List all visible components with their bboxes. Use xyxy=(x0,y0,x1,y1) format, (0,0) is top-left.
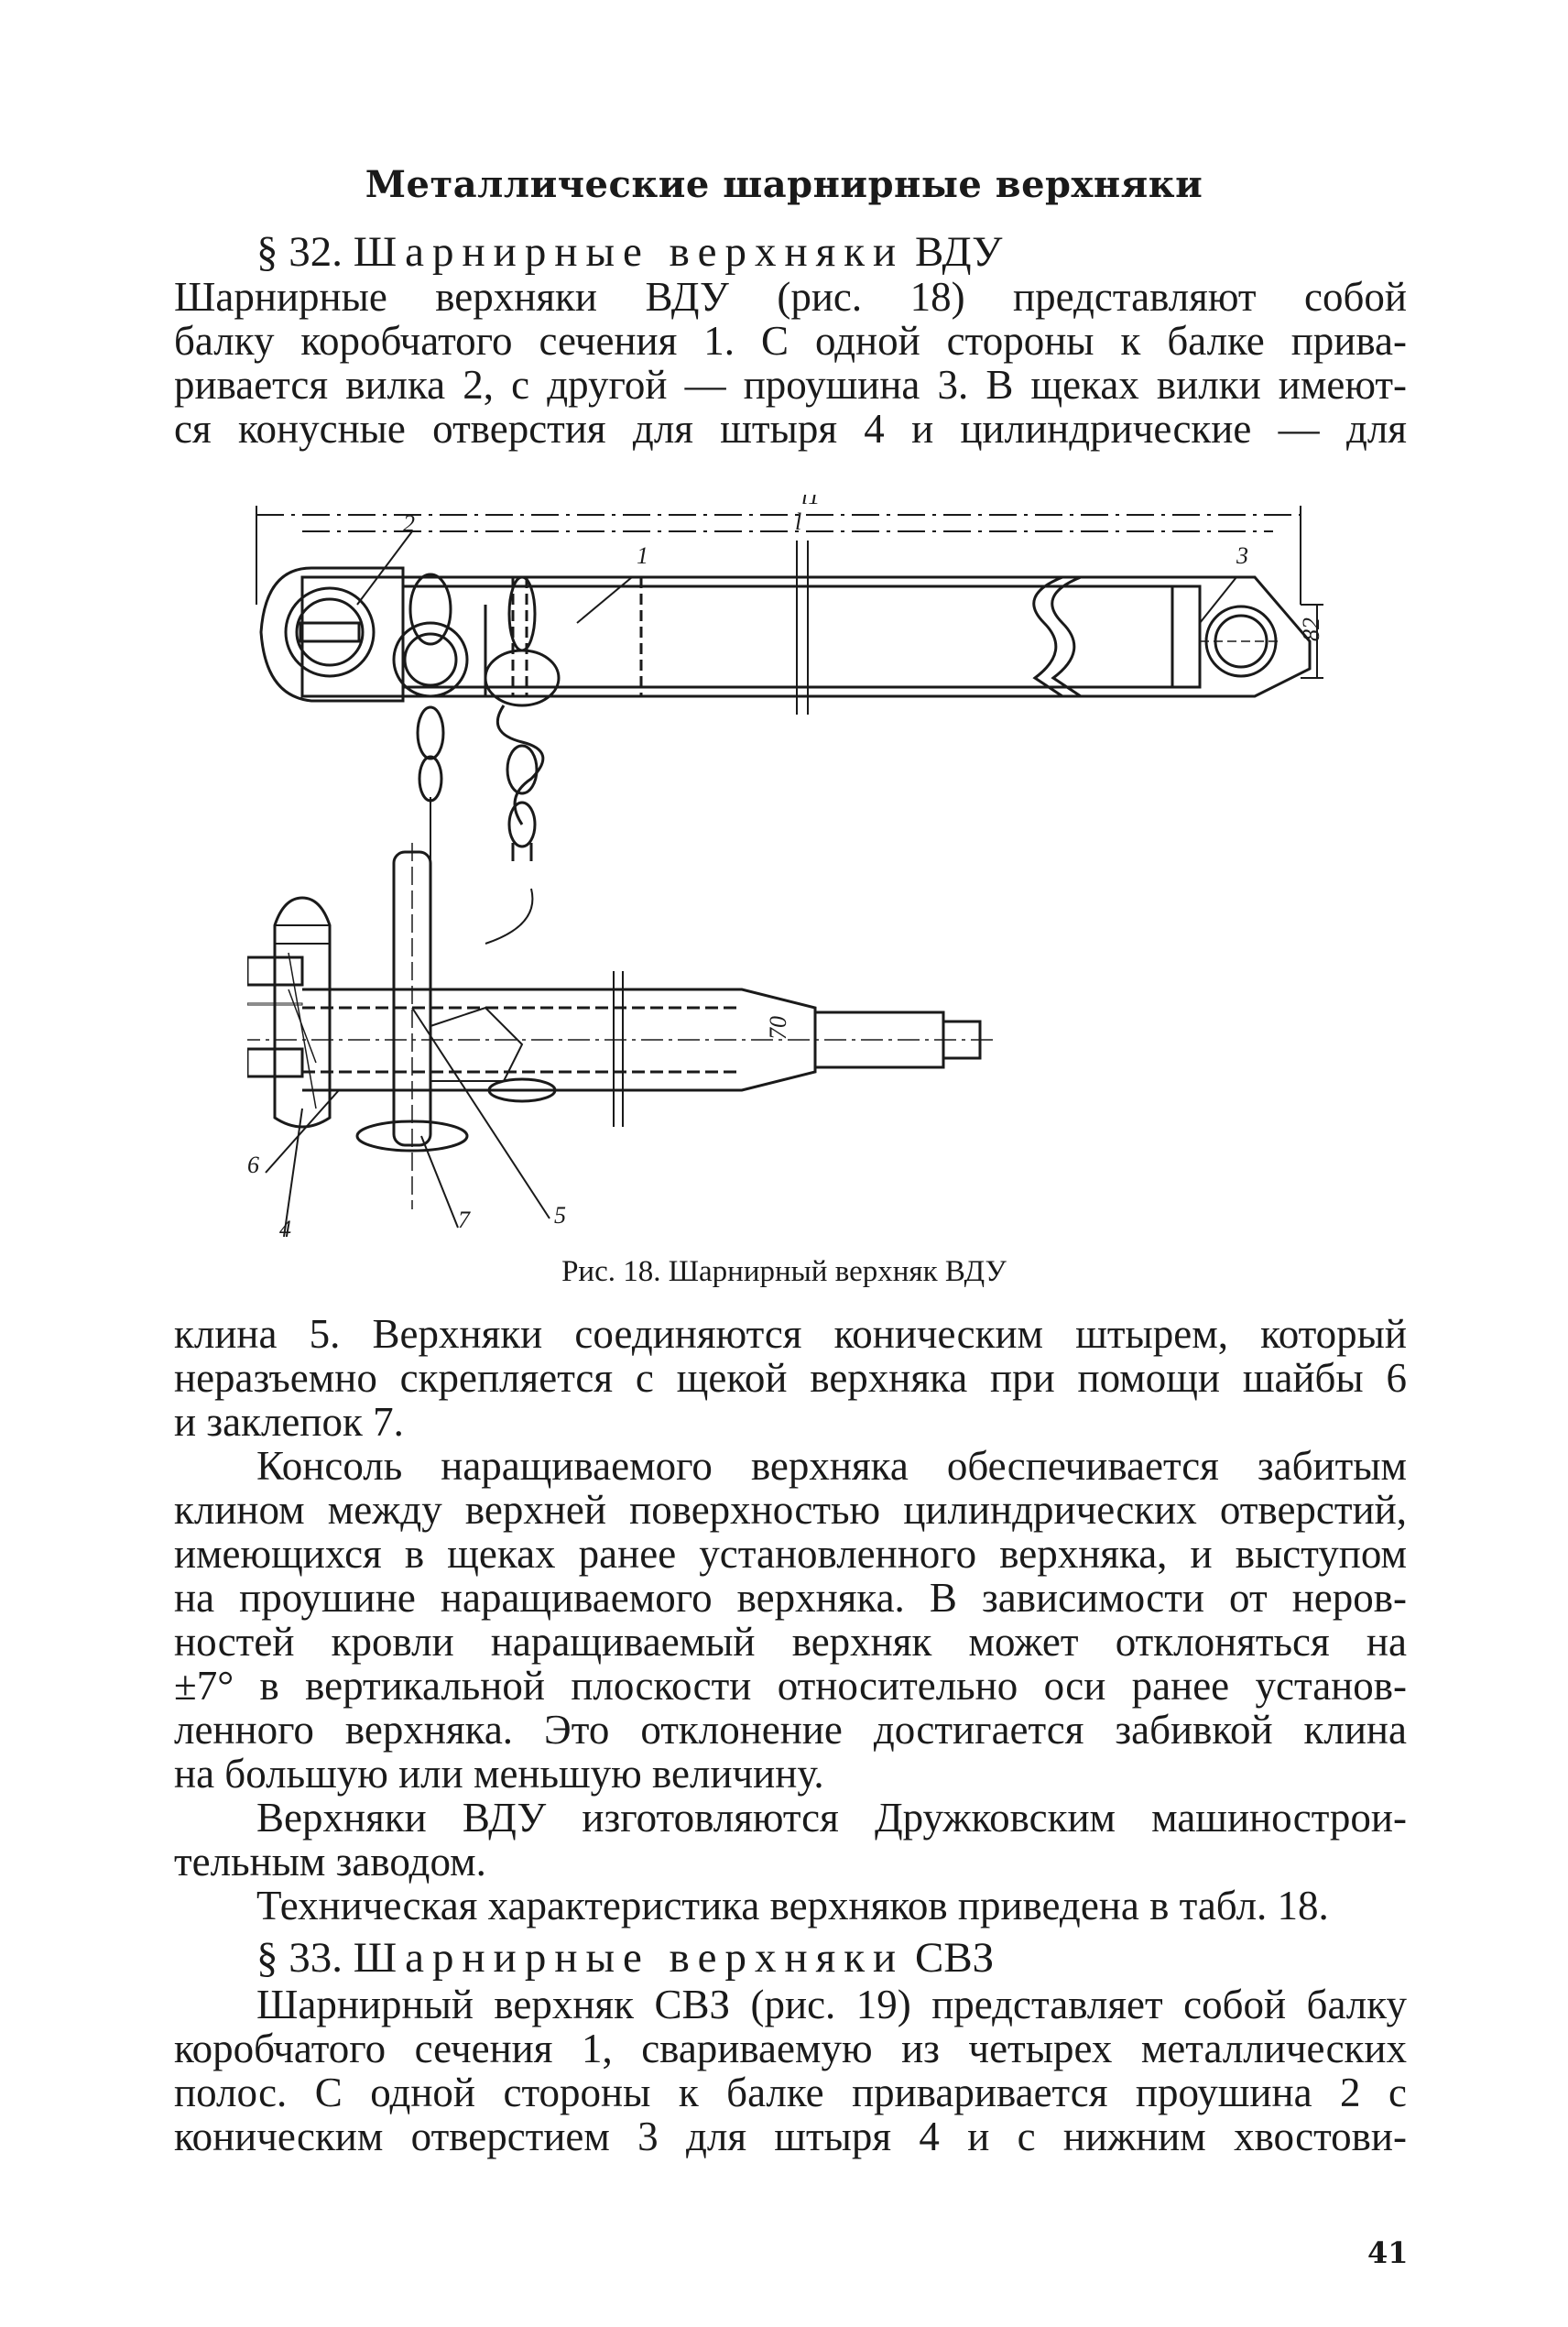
section-33-name: Шарнирные верхняки xyxy=(353,1934,905,1982)
paragraph-6 xyxy=(174,1983,1407,2158)
text-line: клином между верхней поверхностью цилиндрических отверстий, xyxy=(174,1487,1407,1533)
section-33-abbr: СВЗ xyxy=(914,1934,995,1982)
text-line: неразъемно скрепляется с щекой верхняка при помощи шайбы 6 xyxy=(174,1355,1407,1401)
label-5: 5 xyxy=(554,1202,566,1229)
label-7: 7 xyxy=(458,1207,470,1233)
section-32-name: Шарнирные верхняки xyxy=(353,228,905,276)
text-line: Шарнирные верхняки ВДУ (рис. 18) представляют собой xyxy=(174,274,1407,320)
dimension-bore: 70 xyxy=(765,1016,791,1040)
text-line: на проушине наращиваемого верхняка. В зависимости от неров- xyxy=(174,1575,1407,1621)
page-number: 41 xyxy=(1367,2235,1409,2270)
text-line: полос. С одной стороны к балке приваривается проушина 2 с xyxy=(174,2070,1407,2115)
dimension-height: 82 xyxy=(1298,617,1324,641)
paragraph-1 xyxy=(174,275,1407,451)
text-line: тельным заводом. xyxy=(174,1839,486,1885)
label-4: 4 xyxy=(279,1216,291,1242)
paragraph-2 xyxy=(174,1312,1407,1444)
text-line: коробчатого сечения 1, свариваемую из четырех металлических xyxy=(174,2026,1407,2071)
paragraph-5 xyxy=(174,1884,1407,1928)
text-line: ностей кровли наращиваемый верхняк может отклоняться на xyxy=(174,1619,1407,1665)
label-3: 3 xyxy=(1236,542,1248,569)
text-line: ся конусные отверстия для штыря 4 и цилиндрические — для xyxy=(174,406,1407,452)
text-line: Консоль наращиваемого верхняка обеспечивается забитым xyxy=(256,1443,1407,1489)
paragraph-4 xyxy=(174,1796,1407,1884)
text-line: имеющихся в щеках ранее установленного верхняка, и выступом xyxy=(174,1531,1407,1577)
paragraph-3 xyxy=(174,1444,1407,1796)
section-32-sign: § 32. xyxy=(256,228,343,276)
text-line: балку коробчатого сечения 1. С одной стороны к балке прива- xyxy=(174,318,1407,364)
text-line: на большую или меньшую величину. xyxy=(174,1751,824,1797)
section-33-title xyxy=(256,1933,994,1983)
label-2: 2 xyxy=(403,510,415,537)
figure-18 xyxy=(247,495,1328,1246)
figure-caption: Рис. 18. Шарнирный верхняк ВДУ xyxy=(561,1255,1007,1288)
label-6: 6 xyxy=(247,1152,259,1178)
text-line: ривается вилка 2, с другой — проушина 3. В щеках вилки имеют- xyxy=(174,362,1407,408)
text-line: Шарнирный верхняк СВЗ (рис. 19) представляет собой балку xyxy=(256,1982,1407,2027)
text-line: клина 5. Верхняки соединяются коническим штырем, который xyxy=(174,1311,1407,1357)
section-33-sign: § 33. xyxy=(256,1934,343,1982)
text-line: коническим отверстием 3 для штыря 4 и с нижним хвостови- xyxy=(174,2114,1407,2159)
page-heading: Металлические шарнирные верхняки xyxy=(365,163,1203,206)
text-line: ленного верхняка. Это отклонение достигается забивкой клина xyxy=(174,1707,1407,1753)
text-line: и заклепок 7. xyxy=(174,1399,404,1445)
dimension-total: l1 xyxy=(801,495,821,509)
text-line: Верхняки ВДУ изготовляются Дружковским машинострои- xyxy=(256,1795,1407,1841)
text-line: ±7° в вертикальной плоскости относительно оси ранее установ- xyxy=(174,1663,1407,1709)
dimension-inner: l xyxy=(795,508,802,535)
label-1: 1 xyxy=(637,542,648,569)
section-32-abbr: ВДУ xyxy=(914,228,1003,276)
figure-18-drawing xyxy=(247,495,1328,1246)
section-32-title xyxy=(256,227,1002,277)
text-line: Техническая характеристика верхняков приведена в табл. 18. xyxy=(256,1883,1329,1928)
